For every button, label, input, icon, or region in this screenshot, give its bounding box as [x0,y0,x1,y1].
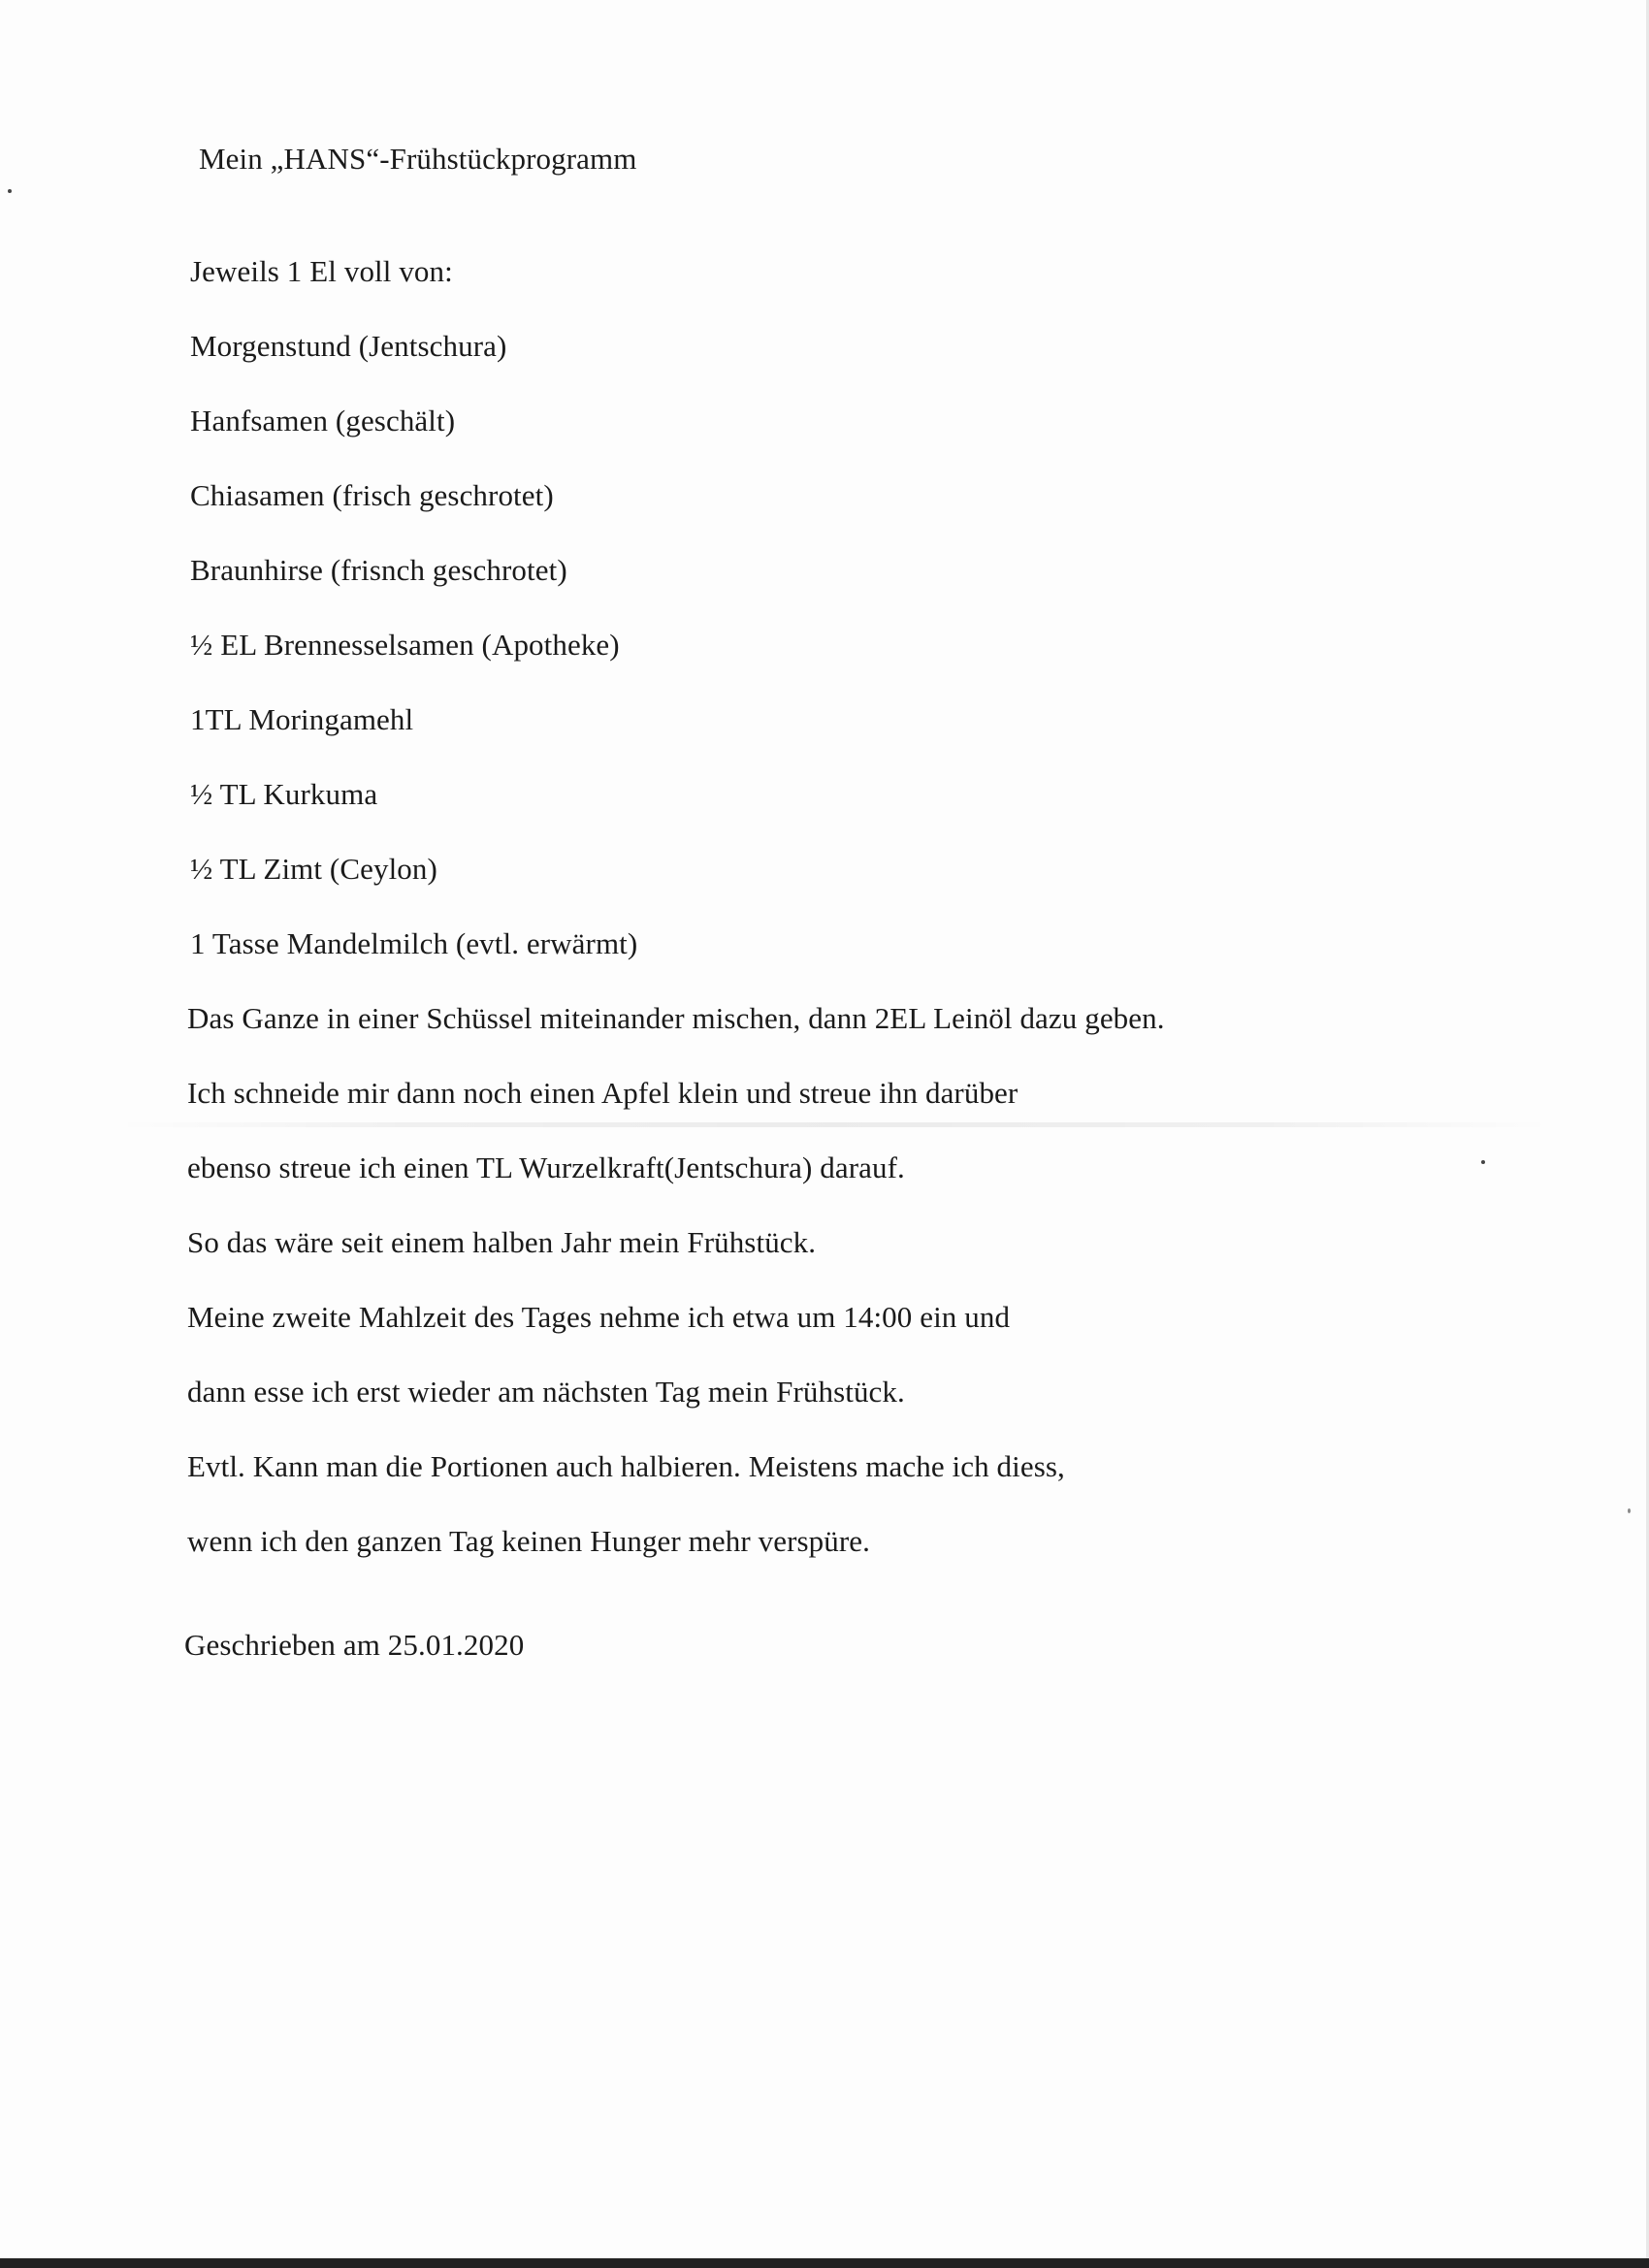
instruction-line: Evtl. Kann man die Portionen auch halbieren. Meistens mache ich diess, [187,1449,1065,1483]
instruction-line: Das Ganze in einer Schüssel miteinander mischen, dann 2EL Leinöl dazu geben. [187,1001,1165,1035]
ingredient-line: Morgenstund (Jentschura) [190,329,507,363]
scan-speck [8,189,12,193]
written-date: Geschrieben am 25.01.2020 [184,1628,525,1662]
instruction-line: ebenso streue ich einen TL Wurzelkraft(Jentschura) darauf. [187,1150,905,1184]
scan-speck [1628,1508,1631,1513]
ingredient-line: Braunhirse (frisnch geschrotet) [190,553,567,587]
scan-edge-bottom [0,2258,1649,2268]
instruction-line: wenn ich den ganzen Tag keinen Hunger mehr verspüre. [187,1524,871,1558]
instruction-line: Meine zweite Mahlzeit des Tages nehme ich etwa um 14:00 ein und [187,1300,1011,1334]
ingredient-line: Chiasamen (frisch geschrotet) [190,478,554,512]
instruction-line: So das wäre seit einem halben Jahr mein Frühstück. [187,1225,817,1259]
ingredient-line: 1TL Moringamehl [190,702,414,736]
instruction-line: dann esse ich erst wieder am nächsten Tag mein Frühstück. [187,1375,905,1409]
scan-fold-streak [116,1122,1552,1127]
ingredient-line: Hanfsamen (geschält) [190,404,456,437]
ingredient-line: ½ TL Kurkuma [190,777,378,811]
ingredient-line: ½ TL Zimt (Ceylon) [190,852,437,886]
ingredients-intro: Jeweils 1 El voll von: [190,254,453,288]
instruction-line: Ich schneide mir dann noch einen Apfel klein und streue ihn darüber [187,1076,1018,1110]
ingredient-line: ½ EL Brennesselsamen (Apotheke) [190,628,620,662]
ingredient-line: 1 Tasse Mandelmilch (evtl. erwärmt) [190,926,638,960]
document-title: Mein „HANS“-Frühstückprogramm [199,142,637,176]
scan-speck [1481,1160,1485,1164]
